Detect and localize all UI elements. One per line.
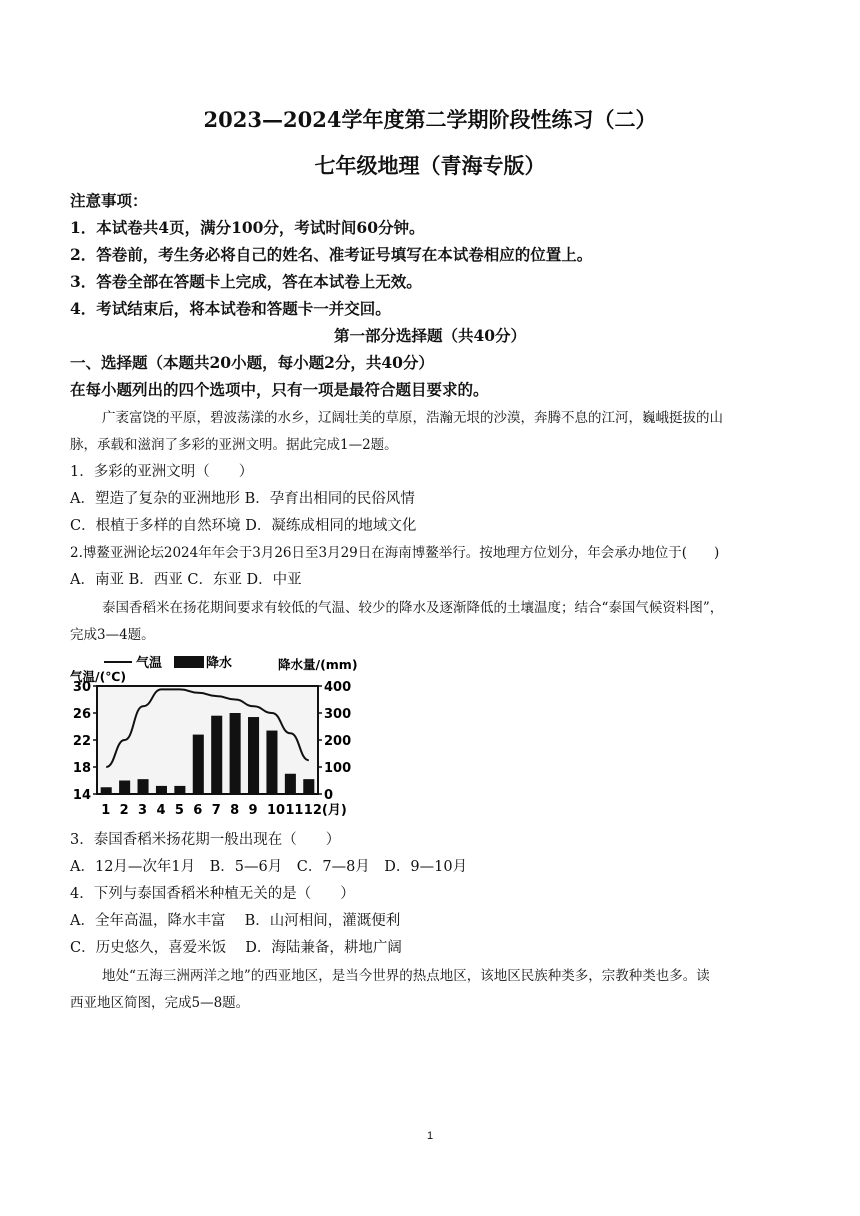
passage-line: 泰国香稻米在扬花期间要求有较低的气温、较少的降水及逐渐降低的土壤温度；结合“泰国气候资料图”， [102, 600, 724, 616]
month-label: 9 [248, 803, 258, 818]
precipitation-bar [193, 735, 204, 794]
exam-title: 2023—2024学年度第二学期阶段性练习（二） [203, 107, 657, 132]
precipitation-bar [266, 731, 277, 794]
notice-heading: 注意事项： [70, 191, 148, 210]
month-label: 11 [285, 803, 304, 818]
month-label: 12(月) [303, 803, 347, 818]
exam-subtitle: 七年级地理（青海专版） [314, 153, 546, 178]
precipitation-bar [138, 779, 149, 794]
passage-line: 脉，承载和滋润了多彩的亚洲文明。据此完成1—2题。 [70, 437, 398, 453]
question-4-options: A．全年高温，降水丰富 B．山河相间，灌溉便利 [70, 913, 401, 929]
right-tick-label: 400 [324, 680, 352, 695]
precipitation-bar [119, 781, 130, 795]
section-instruction: 在每小题列出的四个选项中，只有一项是最符合题目要求的。 [70, 380, 489, 399]
precipitation-bar [156, 786, 167, 794]
month-label: 3 [138, 803, 148, 818]
precipitation-bar [101, 787, 112, 794]
month-label: 10 [266, 803, 286, 818]
question-4-options: C．历史悠久，喜爱米饭 D．海陆兼备，耕地广阔 [70, 940, 402, 956]
month-label: 8 [230, 803, 240, 818]
month-label: 5 [174, 803, 184, 818]
passage-line: 广袤富饶的平原，碧波荡漾的水乡，辽阔壮美的草原，浩瀚无垠的沙漠，奔腾不息的江河，巍峨挺拔的山 [102, 410, 723, 426]
question-2: 2.博鳌亚洲论坛2024年年会于3月26日至3月29日在海南博鳌举行。按地理方位划分，年会承办地位于( ) [70, 545, 720, 561]
legend-temperature: 气温 [136, 656, 163, 671]
month-label: 4 [156, 803, 166, 818]
right-tick-label: 100 [324, 761, 352, 776]
precipitation-bar [230, 713, 241, 794]
precipitation-bar [211, 716, 222, 794]
question-1-options: C．根植于多样的自然环境 D．凝练成相同的地域文化 [70, 518, 417, 534]
question-1: 1．多彩的亚洲文明（ ） [70, 464, 254, 480]
precipitation-bar [174, 786, 185, 794]
legend-precipitation: 降水 [206, 656, 233, 671]
left-tick-label: 14 [72, 788, 91, 803]
left-axis-label: 气温/(℃) [70, 669, 127, 684]
question-4: 4．下列与泰国香稻米种植无关的是（ ） [70, 886, 355, 902]
left-tick-label: 22 [72, 734, 91, 749]
precipitation-bar [303, 779, 314, 794]
question-3-options: A．12月—次年1月 B．5—6月 C．7—8月 D．9—10月 [70, 859, 468, 875]
question-2-options: A．南亚 B．西亚 C．东亚 D．中亚 [70, 572, 302, 588]
passage-line: 完成3—4题。 [70, 627, 155, 643]
question-1-options: A．塑造了复杂的亚洲地形 B．孕育出相同的民俗风情 [70, 491, 415, 507]
thailand-climate-chart [70, 650, 370, 818]
question-3: 3．泰国香稻米扬花期一般出现在（ ） [70, 832, 341, 848]
right-tick-label: 0 [324, 788, 334, 803]
right-axis-label: 降水量/(mm) [278, 657, 358, 672]
passage-line: 地处“五海三洲两洋之地”的西亚地区，是当今世界的热点地区，该地区民族种类多，宗教种类也多。读 [102, 968, 710, 984]
part-title: 第一部分选择题（共40分） [333, 326, 527, 345]
precipitation-bar [285, 774, 296, 794]
right-tick-label: 200 [324, 734, 352, 749]
passage-line: 西亚地区简图，完成5—8题。 [70, 995, 250, 1011]
notice-item: 4．考试结束后，将本试卷和答题卡一并交回。 [70, 299, 391, 318]
notice-item: 3．答卷全部在答题卡上完成，答在本试卷上无效。 [70, 272, 422, 291]
month-label: 6 [193, 803, 203, 818]
notice-item: 2．答卷前，考生务必将自己的姓名、准考证号填写在本试卷相应的位置上。 [70, 245, 593, 264]
left-tick-label: 30 [72, 680, 91, 695]
month-label: 2 [119, 803, 129, 818]
left-tick-label: 18 [72, 761, 91, 776]
month-label: 7 [211, 803, 221, 818]
legend-bar-swatch [174, 656, 204, 668]
notice-item: 1．本试卷共4页，满分100分，考试时间60分钟。 [70, 218, 425, 237]
precipitation-bar [248, 717, 259, 794]
left-tick-label: 26 [72, 707, 91, 722]
month-label: 1 [101, 803, 111, 818]
page-number: 1 [426, 1130, 434, 1142]
right-tick-label: 300 [324, 707, 352, 722]
section-heading: 一、选择题（本题共20小题，每小题2分，共40分） [70, 353, 434, 372]
